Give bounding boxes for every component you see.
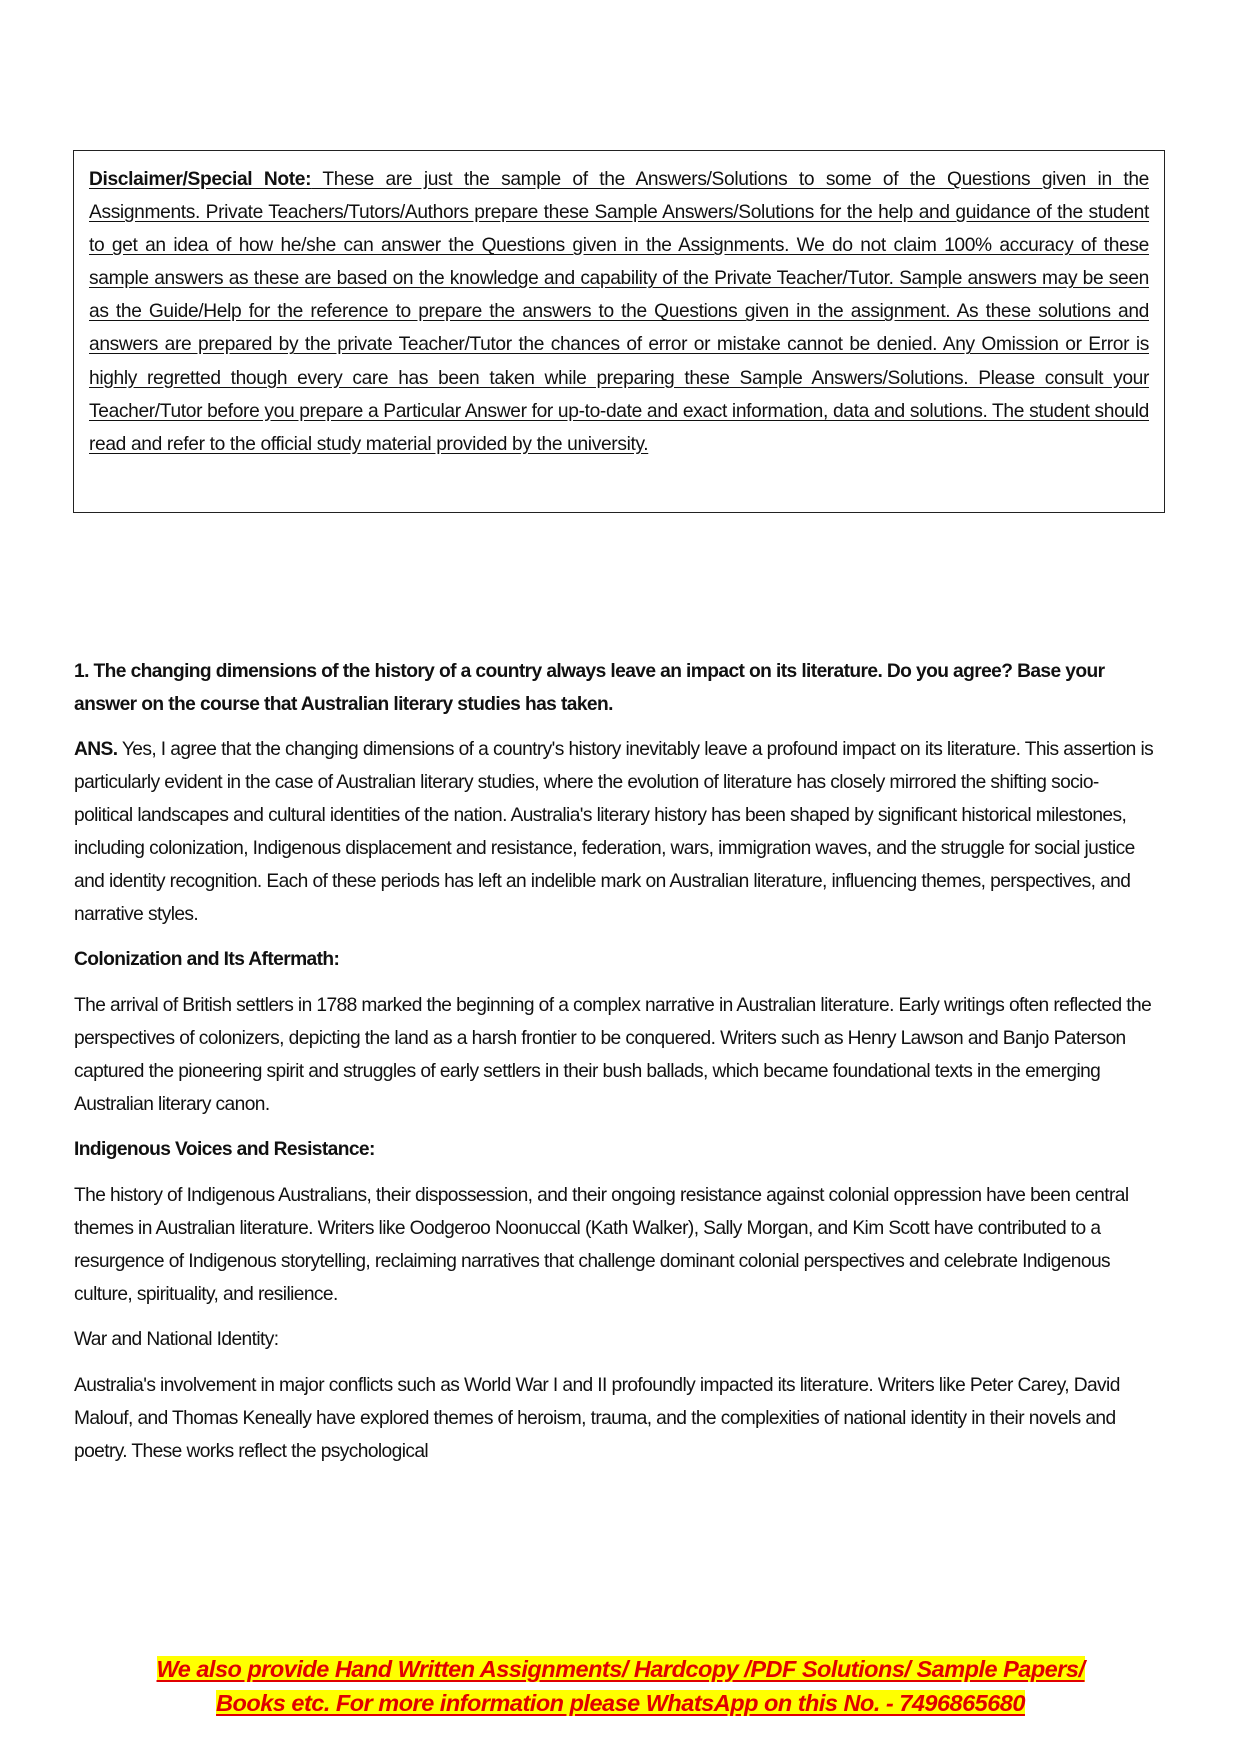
promo-line-1: We also provide Hand Written Assignments/ Hardcopy /PDF Solutions/ Sample Papers/ (156, 1656, 1085, 1682)
disclaimer-text (89, 163, 1149, 461)
disclaimer-label: Disclaimer/Special Note: (89, 169, 312, 190)
section-heading-indigenous: Indigenous Voices and Resistance: (74, 1139, 375, 1160)
answer-label: ANS. (74, 739, 118, 760)
section-heading-war: War and National Identity: (74, 1329, 279, 1350)
document-body (74, 655, 1154, 1480)
section-body-colonization: The arrival of British settlers in 1788 marked the beginning of a complex narrative in Australian literature. Early writings often reflected the perspectives of colonizers, depicting the land as a harsh frontier to be conquered. Writers such as Henry Lawson and Banjo Paterson captured the pioneering spirit and struggles of early settlers in their bush ballads, which became foundational texts in the emerging Australian literary canon. (74, 995, 1152, 1115)
disclaimer-box (73, 150, 1165, 513)
section-body-war: Australia's involvement in major conflicts such as World War I and II profoundly impacted its literature. Writers like Peter Carey, David Malouf, and Thomas Keneally have explored themes of heroism, trauma, and the complexities of national identity in their novels and poetry. These works reflect the psychological (74, 1375, 1120, 1462)
section-heading-colonization: Colonization and Its Aftermath: (74, 949, 340, 970)
promo-footer (0, 1652, 1241, 1720)
section-body-indigenous: The history of Indigenous Australians, their dispossession, and their ongoing resistance against colonial oppression have been central themes in Australian literature. Writers like Oodgeroo Noonuccal (Kath Walker), Sally Morgan, and Kim Scott have contributed to a resurgence of Indigenous storytelling, reclaiming narratives that challenge dominant colonial perspectives and celebrate Indigenous culture, spirituality, and resilience. (74, 1185, 1129, 1305)
answer-intro-text: Yes, I agree that the changing dimensions of a country's history inevitably leave a profound impact on its literature. This assertion is particularly evident in the case of Australian literary studies, where the evolution of literature has closely mirrored the shifting socio-political landscapes and cultural identities of the nation. Australia's literary history has been shaped by significant historical milestones, including colonization, Indigenous displacement and resistance, federation, wars, immigration waves, and the struggle for social justice and identity recognition. Each of these periods has left an indelible mark on Australian literature, influencing themes, perspectives, and narrative styles. (74, 739, 1154, 925)
answer-intro (74, 733, 1154, 931)
disclaimer-body: These are just the sample of the Answers/Solutions to some of the Questions given in the Assignments. Private Teachers/Tutors/Authors prepare these Sample Answers/Solutions for the help and guidance of the student to get an idea of how he/she can answer the Questions given in the Assignments. We do not claim 100% accuracy of these sample answers as these are based on the knowledge and capability of the Private Teacher/Tutor. Sample answers may be seen as the Guide/Help for the reference to prepare the answers to the Questions given in the assignment. As these solutions and answers are prepared by the private Teacher/Tutor the chances of error or mistake cannot be denied. Any Omission or Error is highly regretted though every care has been taken while preparing these Sample Answers/Solutions. Please consult your Teacher/Tutor before you prepare a Particular Answer for up-to-date and exact information, data and solutions. The student should read and refer to the official study material provided by the university. (89, 169, 1149, 455)
promo-line-2: Books etc. For more information please WhatsApp on this No. - 7496865680 (216, 1690, 1025, 1716)
question-heading: 1. The changing dimensions of the history of a country always leave an impact on its literature. Do you agree? Base your answer on the course that Australian literary studies has taken. (74, 661, 1105, 715)
